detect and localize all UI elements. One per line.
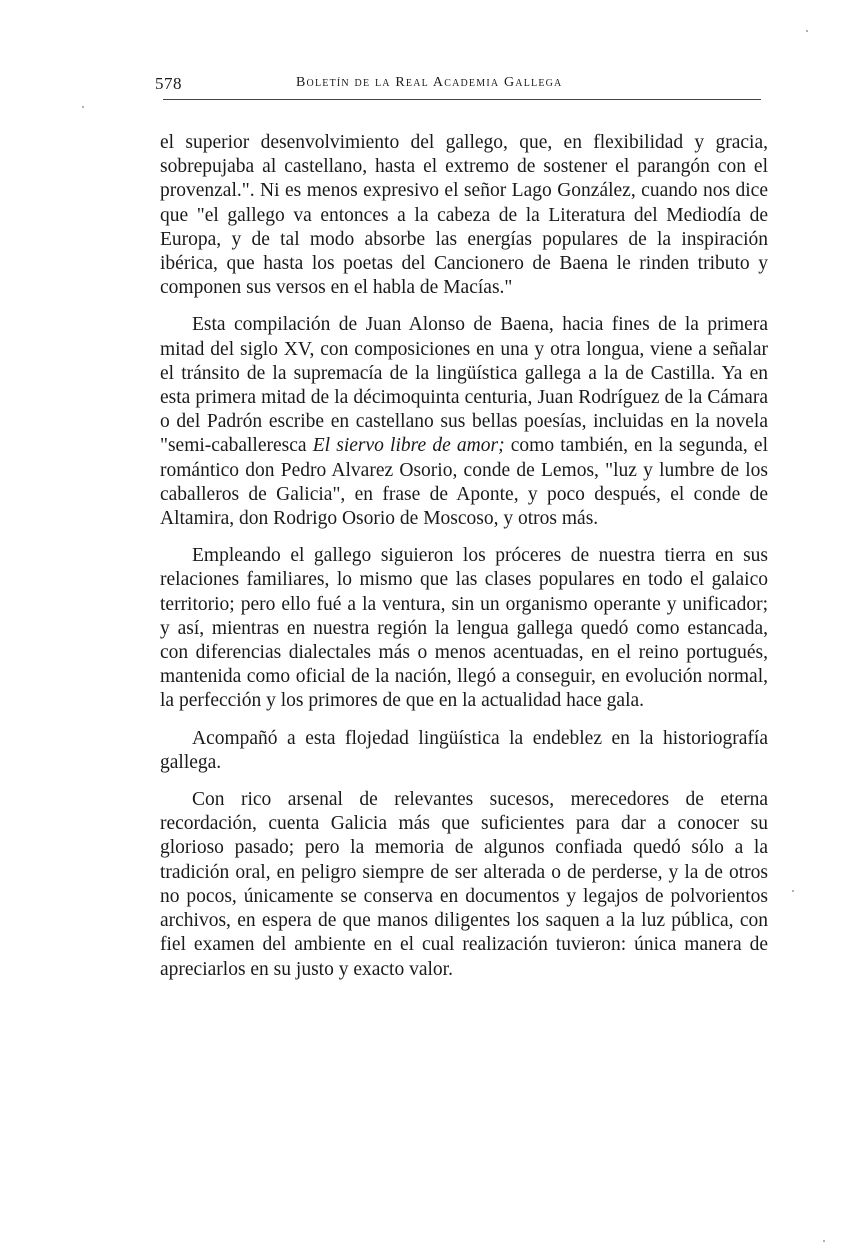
page-header (155, 74, 765, 100)
paragraph-2-part-a: Esta compilación de Juan Alonso de Baena, hacia fines de la primera mitad del siglo XV, con composiciones en una y otra longua, viene a señalar el tránsito de la supremacía de la lingüística gallega a la de Castilla. Ya en esta primera mitad de la décimoquinta centuria, Juan Rodríguez de la Cámara o del Padrón escribe en castellano sus bellas poesías, incluidas en la novela "semi-caballeresca (160, 314, 768, 457)
paragraph-2 (160, 313, 768, 531)
scan-speck (823, 1240, 825, 1242)
scan-speck (82, 106, 84, 108)
paragraph-3: Empleando el gallego siguieron los próceres de nuestra tierra en sus relaciones familiares, lo mismo que las clases populares en todo el galaico territorio; pero ello fué a la ventura, sin un organismo operante y unificador; y así, mientras en nuestra región la lengua gallega quedó como estancada, con diferencias dialectales más o menos acentuadas, en el reino portugués, mantenida como oficial de la nación, llegó a conseguir, en evolución normal, la perfección y los primores de que en la actualidad hace gala. (160, 545, 768, 712)
running-head: Boletín de la Real Academia Gallega (296, 75, 563, 90)
paragraph-4: Acompañó a esta flojedad lingüística la endeblez en la historiografía gallega. (160, 727, 768, 773)
scan-speck (806, 30, 808, 32)
body-text (160, 131, 768, 982)
paragraph-5: Con rico arsenal de relevantes sucesos, merecedores de eterna recordación, cuenta Galicia más que suficientes para dar a conocer su glorioso pasado; pero la memoria de algunos confiada quedó sólo a la tradición oral, en peligro siempre de ser alterada o de perderse, y la de otros no pocos, únicamente se conserva en documentos y legajos de polvorientos archivos, en espera de que manos diligentes los saquen a la luz pública, con fiel examen del ambiente en el cual realización tuvieron: única manera de apreciarlos en su justo y exacto valor. (160, 789, 768, 980)
book-title: El siervo libre de amor; (312, 435, 505, 457)
page-number: 578 (155, 74, 182, 93)
scan-speck (792, 890, 794, 892)
paragraph-2-part-b: como también, en la segunda, el romántico don Pedro Alvarez Osorio, conde de Lemos, "luz y lumbre de los caballeros de Galicia", en frase de Aponte, y poco después, el conde de Altamira, don Rodrigo Osorio de Moscoso, y otros más. (160, 435, 768, 530)
paragraph-1: el superior desenvolvimiento del gallego, que, en flexibilidad y gracia, sobrepujaba al castellano, hasta el extremo de sostener el parangón con el provenzal.". Ni es menos expresivo el señor Lago González, cuando nos dice que "el gallego va entonces a la cabeza de la Literatura del Mediodía de Europa, y de tal modo absorbe las energías populares de la inspiración ibérica, que hasta los poetas del Cancionero de Baena le rinden tributo y componen sus versos en el habla de Macías." (160, 132, 768, 299)
header-rule (163, 99, 761, 100)
